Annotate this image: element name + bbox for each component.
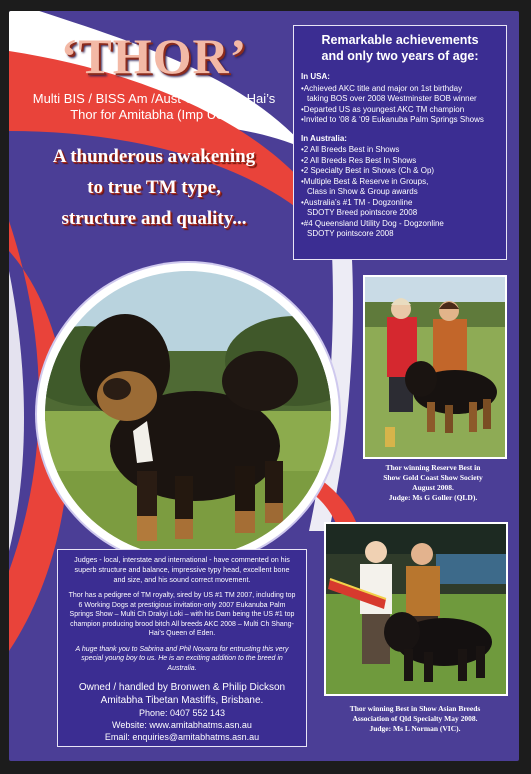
info-panel (57, 549, 307, 747)
main-dog-photo-frame (37, 263, 339, 565)
list-item: Class in Show & Group awards (307, 187, 418, 196)
caption-line: Association of Qld Specialty May 2008. (352, 714, 478, 723)
list-item: taking BOS over 2008 Westminster BOB winner (307, 94, 477, 103)
contact-block (58, 673, 306, 743)
tagline (9, 141, 299, 234)
judge-with-dog-photo (326, 524, 506, 694)
list-item: •#4 Queensland Utility Dog - Dogzonline (301, 218, 444, 228)
photo1-caption (353, 463, 513, 503)
achievements-panel (293, 25, 507, 260)
list-item: SDOTY pointscore 2008 (307, 229, 394, 238)
achievements-heading-line: Remarkable achievements (321, 33, 479, 47)
achievements-heading (294, 32, 506, 64)
show-photo-reserve-best (363, 275, 507, 459)
subtitle-line: Multi BIS / BISS Am /Aust Ch Shang-Hai’s (32, 91, 276, 106)
list-item: •2 All Breeds Best in Shows (301, 145, 400, 154)
australia-heading: In Australia: (301, 133, 347, 143)
main-dog-photo (45, 271, 331, 557)
list-item: •Invited to ‘08 & ‘09 Eukanuba Palm Springs Shows (301, 115, 484, 124)
show-photo-best-in-show (324, 522, 508, 696)
caption-line: Thor winning Best in Show Asian Breeds (349, 704, 481, 713)
tibetan-mastiff-photo (45, 271, 331, 557)
subtitle-line: Thor for Amitabha (Imp USA) (70, 107, 238, 122)
website-link[interactable]: Website: www.amitabhatms.asn.au (112, 720, 252, 730)
kennel-name: Amitabha Tibetan Mastiffs, Brisbane. (100, 695, 264, 706)
judges-comments: Judges - local, interstate and international - have commented on his superb structure and balance, impressive typy head, excellent bone and size, and his sound correct movement. (74, 555, 290, 584)
tagline-line: structure and quality... (61, 208, 247, 229)
email-link[interactable]: Email: enquiries@amitabhatms.asn.au (104, 732, 260, 742)
usa-list (294, 84, 506, 126)
list-item: SDOTY Breed pointscore 2008 (307, 208, 418, 217)
caption-line: Judge: Ms L Norman (VIC). (369, 724, 461, 733)
achievements-heading-line: and only two years of age: (321, 49, 479, 63)
usa-heading: In USA: (301, 72, 330, 81)
pedigree-text: Thor has a pedigree of TM royalty, sired by US #1 TM 2007, including top 6 Working Dogs at prestigious invitation-only 2007 Eukanuba Palm Springs Show – Multi Ch Drakyi Loki – with his Dam being the US #1 top champion producing brood bitch All breeds AKC 2008 – Multi Ch Shang-Hai’s Queen of Eden. (68, 592, 296, 637)
phone-number: Phone: 0407 552 143 (138, 708, 226, 718)
australia-list (294, 145, 506, 240)
photo2-caption (321, 704, 509, 734)
tagline-line: A thunderous awakening (52, 146, 256, 167)
page-title: ‘THOR’ (60, 28, 248, 84)
list-item: •Departed US as youngest AKC TM champion (301, 104, 465, 114)
handler-with-dog-photo (365, 277, 505, 457)
caption-line: Show Gold Coast Show Society (383, 473, 483, 482)
thank-you-note: A huge thank you to Sabrina and Phil Novarra for entrusting this very special young boy to us. He is an exciting addition to the breed in Australia. (75, 645, 289, 672)
list-item: •Australia’s #1 TM - Dogzonline (301, 197, 413, 207)
tagline-line: to true TM type, (87, 177, 221, 198)
dog-full-title (19, 91, 289, 123)
caption-line: Thor winning Reserve Best in (385, 463, 481, 472)
owners-line: Owned / handled by Bronwen & Philip Dickson (78, 682, 286, 693)
list-item: •Multiple Best & Reserve in Groups, (301, 176, 429, 186)
list-item: •2 Specialty Best in Shows (Ch & Op) (301, 166, 435, 175)
caption-line: Judge: Ms G Goller (QLD). (388, 493, 478, 502)
advertisement-page (9, 11, 519, 761)
caption-line: August 2008. (412, 483, 454, 492)
list-item: •2 All Breeds Res Best In Shows (301, 155, 417, 165)
list-item: •Achieved AKC title and major on 1st birthday (301, 83, 463, 93)
